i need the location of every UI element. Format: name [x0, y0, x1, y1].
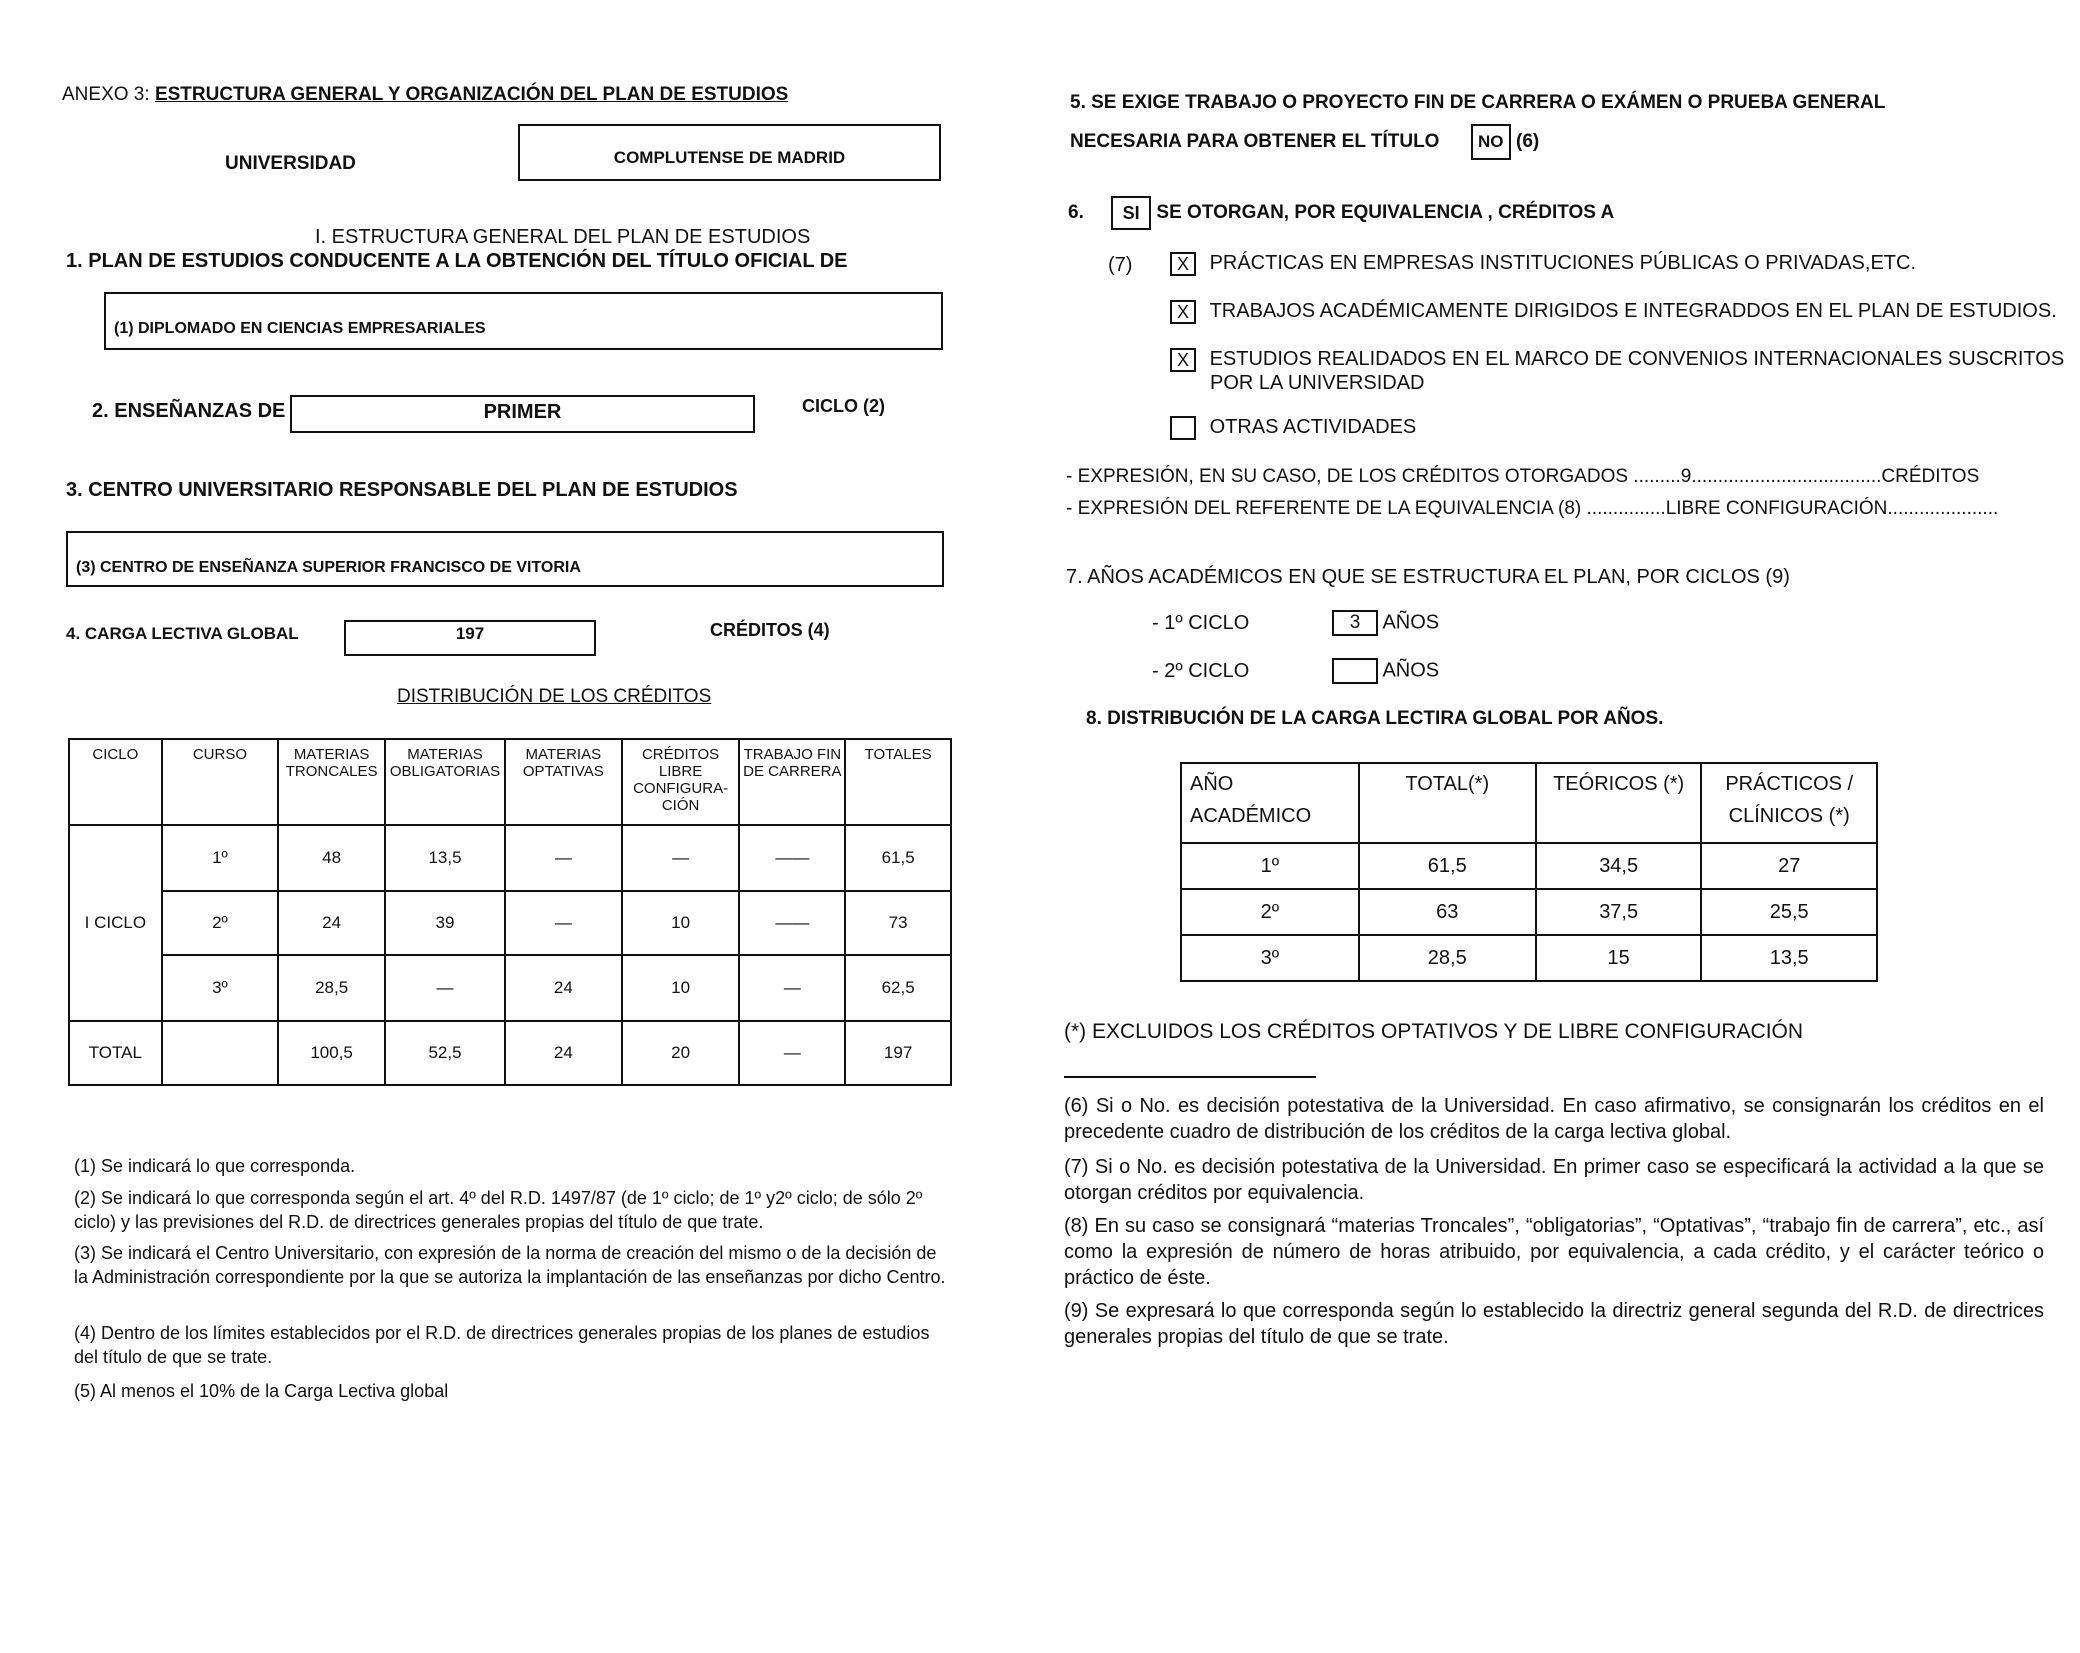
cell-optativas: —: [505, 825, 622, 891]
ciclo1-years-box: 3: [1332, 610, 1378, 636]
cell-obligatorias: —: [385, 955, 505, 1021]
item7-ref: (7): [1108, 254, 1133, 276]
table-row: [69, 825, 951, 891]
activity-4-checkbox[interactable]: [1170, 416, 1196, 440]
creditos-suffix: CRÉDITOS (4): [710, 620, 830, 640]
total-obligatorias: 52,5: [385, 1021, 505, 1085]
cell-trabajo: ——: [739, 891, 845, 955]
item7-label: 7. AÑOS ACADÉMICOS EN QUE SE ESTRUCTURA EL PLAN, POR CICLOS (9): [1066, 566, 1790, 588]
right-note-9: (9) Se expresará lo que corresponda según lo establecido la directriz general segunda del R.D. de directrices generales propias del título de que se trate.: [1064, 1300, 2044, 1348]
carga-box: [344, 620, 596, 656]
item5-line1: 5. SE EXIGE TRABAJO O PROYECTO FIN DE CARRERA O EXÁMEN O PRUEBA GENERAL: [1070, 92, 1886, 113]
cell-total: 28,5: [1359, 935, 1536, 981]
ciclo-cell: I CICLO: [69, 825, 162, 1021]
title-box: [104, 292, 943, 350]
cell-troncales: 48: [278, 825, 385, 891]
ciclo-suffix: CICLO (2): [802, 396, 885, 416]
activity-3-line2: POR LA UNIVERSIDAD: [1210, 372, 1425, 394]
cell-curso: 3º: [162, 955, 278, 1021]
item4-label: 4. CARGA LECTIVA GLOBAL: [66, 624, 299, 643]
item1-label: 1. PLAN DE ESTUDIOS CONDUCENTE A LA OBTENCIÓN DEL TÍTULO OFICIAL DE: [66, 250, 848, 272]
total-label: TOTAL: [69, 1021, 162, 1085]
cell-obligatorias: 13,5: [385, 825, 505, 891]
total-libre: 20: [622, 1021, 740, 1085]
cell-year: 2º: [1181, 889, 1359, 935]
annex-title: ESTRUCTURA GENERAL Y ORGANIZACIÓN DEL PLAN DE ESTUDIOS: [154, 84, 789, 105]
table-row: [69, 955, 951, 1021]
total-trabajo: —: [739, 1021, 845, 1085]
item6-label: SE OTORGAN, POR EQUIVALENCIA , CRÉDITOS A: [1156, 202, 1615, 224]
dist-title: DISTRIBUCIÓN DE LOS CRÉDITOS: [397, 686, 712, 707]
cell-obligatorias: 39: [385, 891, 505, 955]
activity-2: X TRABAJOS ACADÉMICAMENTE DIRIGIDOS E INTEGRADDOS EN EL PLAN DE ESTUDIOS.: [1170, 300, 2057, 324]
item5-line2: NECESARIA PARA OBTENER EL TÍTULO NO (6): [1070, 124, 1539, 160]
activity-2-checkbox[interactable]: X: [1170, 300, 1196, 324]
cell-practicos: 27: [1701, 843, 1877, 889]
ciclo2-label: - 2º CICLO: [1152, 660, 1250, 682]
expresion-referente: - EXPRESIÓN DEL REFERENTE DE LA EQUIVALENCIA (8) ...............LIBRE CONFIGURACIÓN.....................: [1066, 498, 1999, 519]
item5-note: (6): [1516, 131, 1540, 153]
ensenanzas-box: [290, 395, 755, 433]
cell-totales: 62,5: [845, 955, 951, 1021]
total-row: [69, 1021, 951, 1085]
cell-totales: 61,5: [845, 825, 951, 891]
header-troncales: MATERIAS TRONCALES: [278, 739, 385, 825]
cell-trabajo: ——: [739, 825, 845, 891]
cell-teoricos: 34,5: [1536, 843, 1702, 889]
item8-title: 8. DISTRIBUCIÓN DE LA CARGA LECTIRA GLOBAL POR AÑOS.: [1086, 708, 1664, 729]
cell-curso: 2º: [162, 891, 278, 955]
cell-optativas: —: [505, 891, 622, 955]
header-trabajo: TRABAJO FIN DE CARRERA: [739, 739, 845, 825]
ensenanzas-value: PRIMER: [483, 401, 562, 423]
cell-totales: 73: [845, 891, 951, 955]
left-note-2: (2) Se indicará lo que corresponda según el art. 4º del R.D. 1497/87 (de 1º ciclo; de 1º y2º ciclo; de sólo 2º ciclo) y las previsiones del R.D. de directrices generales propias del título de que trate.: [74, 1188, 923, 1232]
centro-value: (3) CENTRO DE ENSEÑANZA SUPERIOR FRANCISCO DE VITORIA: [76, 559, 581, 576]
year-header-ano: AÑO ACADÉMICO: [1181, 763, 1359, 843]
table-row: [1181, 889, 1877, 935]
section-title: I. ESTRUCTURA GENERAL DEL PLAN DE ESTUDIOS: [315, 226, 811, 248]
cell-optativas: 24: [505, 955, 622, 1021]
ciclo2-row: AÑOS: [1332, 658, 1439, 684]
header-obligatorias: MATERIAS OBLIGATORIAS: [385, 739, 505, 825]
cell-teoricos: 37,5: [1536, 889, 1702, 935]
universidad-label: UNIVERSIDAD: [225, 153, 356, 174]
carga-value: 197: [455, 624, 485, 643]
item6-answer-box: SI: [1111, 196, 1151, 230]
header-libre: CRÉDITOS LIBRE CONFIGURA-CIÓN: [622, 739, 740, 825]
cell-practicos: 13,5: [1701, 935, 1877, 981]
item5-answer-box: NO: [1471, 124, 1511, 160]
right-note-6: (6) Si o No. es decisión potestativa de la Universidad. En caso afirmativo, se consignarán los créditos en el precedente cuadro de distribución de los créditos de la carga lectiva global.: [1064, 1095, 2044, 1143]
cell-libre: 10: [622, 955, 740, 1021]
universidad-value: COMPLUTENSE DE MADRID: [613, 148, 846, 167]
cell-curso: 1º: [162, 825, 278, 891]
activity-1: X PRÁCTICAS EN EMPRESAS INSTITUCIONES PÚBLICAS O PRIVADAS,ETC.: [1170, 252, 1916, 276]
activity-4: OTRAS ACTIVIDADES: [1170, 416, 1416, 440]
year-header-teoricos: TEÓRICOS (*): [1536, 763, 1702, 843]
activity-3: X ESTUDIOS REALIDADOS EN EL MARCO DE CONVENIOS INTERNACIONALES SUSCRITOS: [1170, 348, 2064, 372]
header-curso: CURSO: [162, 739, 278, 825]
header-ciclo: CICLO: [69, 739, 162, 825]
cell-libre: 10: [622, 891, 740, 955]
left-note-4: (4) Dentro de los límites establecidos por el R.D. de directrices generales propias de los planes de estudios del título de que se trate.: [74, 1323, 930, 1367]
year-header-practicos: PRÁCTICOS / CLÍNICOS (*): [1701, 763, 1877, 843]
annex-heading: ANEXO 3: ESTRUCTURA GENERAL Y ORGANIZACIÓN DEL PLAN DE ESTUDIOS: [62, 84, 789, 105]
cell-total: 63: [1359, 889, 1536, 935]
total-totales: 197: [845, 1021, 951, 1085]
activity-1-checkbox[interactable]: X: [1170, 252, 1196, 276]
ciclo1-row: 3 AÑOS: [1332, 610, 1439, 636]
centro-box: [66, 531, 944, 587]
activity-3-checkbox[interactable]: X: [1170, 348, 1196, 372]
item2-label: 2. ENSEÑANZAS DE: [92, 400, 286, 422]
table-row: [69, 891, 951, 955]
right-note-7: (7) Si o No. es decisión potestativa de la Universidad. En primer caso se especificará la actividad a la que se otorgan créditos por equivalencia.: [1064, 1156, 2044, 1204]
universidad-box: [518, 124, 941, 181]
credit-table: [68, 738, 952, 1086]
cell-troncales: 28,5: [278, 955, 385, 1021]
left-note-3: (3) Se indicará el Centro Universitario, con expresión de la norma de creación del mismo o de la decisión de la Administración correspondiente por la que se autoriza la implantación de las enseñanzas por dicho Centro.: [74, 1243, 946, 1287]
table-row: [1181, 843, 1877, 889]
header-optativas: MATERIAS OPTATIVAS: [505, 739, 622, 825]
total-optativas: 24: [505, 1021, 622, 1085]
title-value: (1) DIPLOMADO EN CIENCIAS EMPRESARIALES: [114, 320, 486, 337]
year-table: [1180, 762, 1878, 982]
cell-teoricos: 15: [1536, 935, 1702, 981]
ciclo1-label: - 1º CICLO: [1152, 612, 1250, 634]
cell-troncales: 24: [278, 891, 385, 955]
total-troncales: 100,5: [278, 1021, 385, 1085]
total-curso-empty: [162, 1021, 278, 1085]
ciclo2-years-box: [1332, 658, 1378, 684]
table-row: [1181, 935, 1877, 981]
left-note-5: (5) Al menos el 10% de la Carga Lectiva global: [74, 1381, 449, 1401]
left-note-1: (1) Se indicará lo que corresponda.: [74, 1156, 356, 1176]
cell-year: 3º: [1181, 935, 1359, 981]
expresion-creditos: - EXPRESIÓN, EN SU CASO, DE LOS CRÉDITOS OTORGADOS .........9....................................CRÉDITOS: [1066, 466, 1980, 487]
footnote-divider: [1064, 1076, 1316, 1078]
item3-label: 3. CENTRO UNIVERSITARIO RESPONSABLE DEL PLAN DE ESTUDIOS: [66, 479, 738, 501]
right-note-8: (8) En su caso se consignará “materias Troncales”, “obligatorias”, “Optativas”, “trabajo fin de carrera”, etc., así como la expresión de número de horas atribuido, por equivalencia, a cada crédito, y el carácter teórico o práctico de éste.: [1064, 1215, 2044, 1289]
cell-practicos: 25,5: [1701, 889, 1877, 935]
excluded-note: (*) EXCLUIDOS LOS CRÉDITOS OPTATIVOS Y DE LIBRE CONFIGURACIÓN: [1064, 1020, 1804, 1043]
item6-line: 6. SI SE OTORGAN, POR EQUIVALENCIA , CRÉDITOS A: [1068, 196, 1614, 230]
cell-total: 61,5: [1359, 843, 1536, 889]
year-header-total: TOTAL(*): [1359, 763, 1536, 843]
cell-trabajo: —: [739, 955, 845, 1021]
cell-libre: —: [622, 825, 740, 891]
header-totales: TOTALES: [845, 739, 951, 825]
cell-year: 1º: [1181, 843, 1359, 889]
